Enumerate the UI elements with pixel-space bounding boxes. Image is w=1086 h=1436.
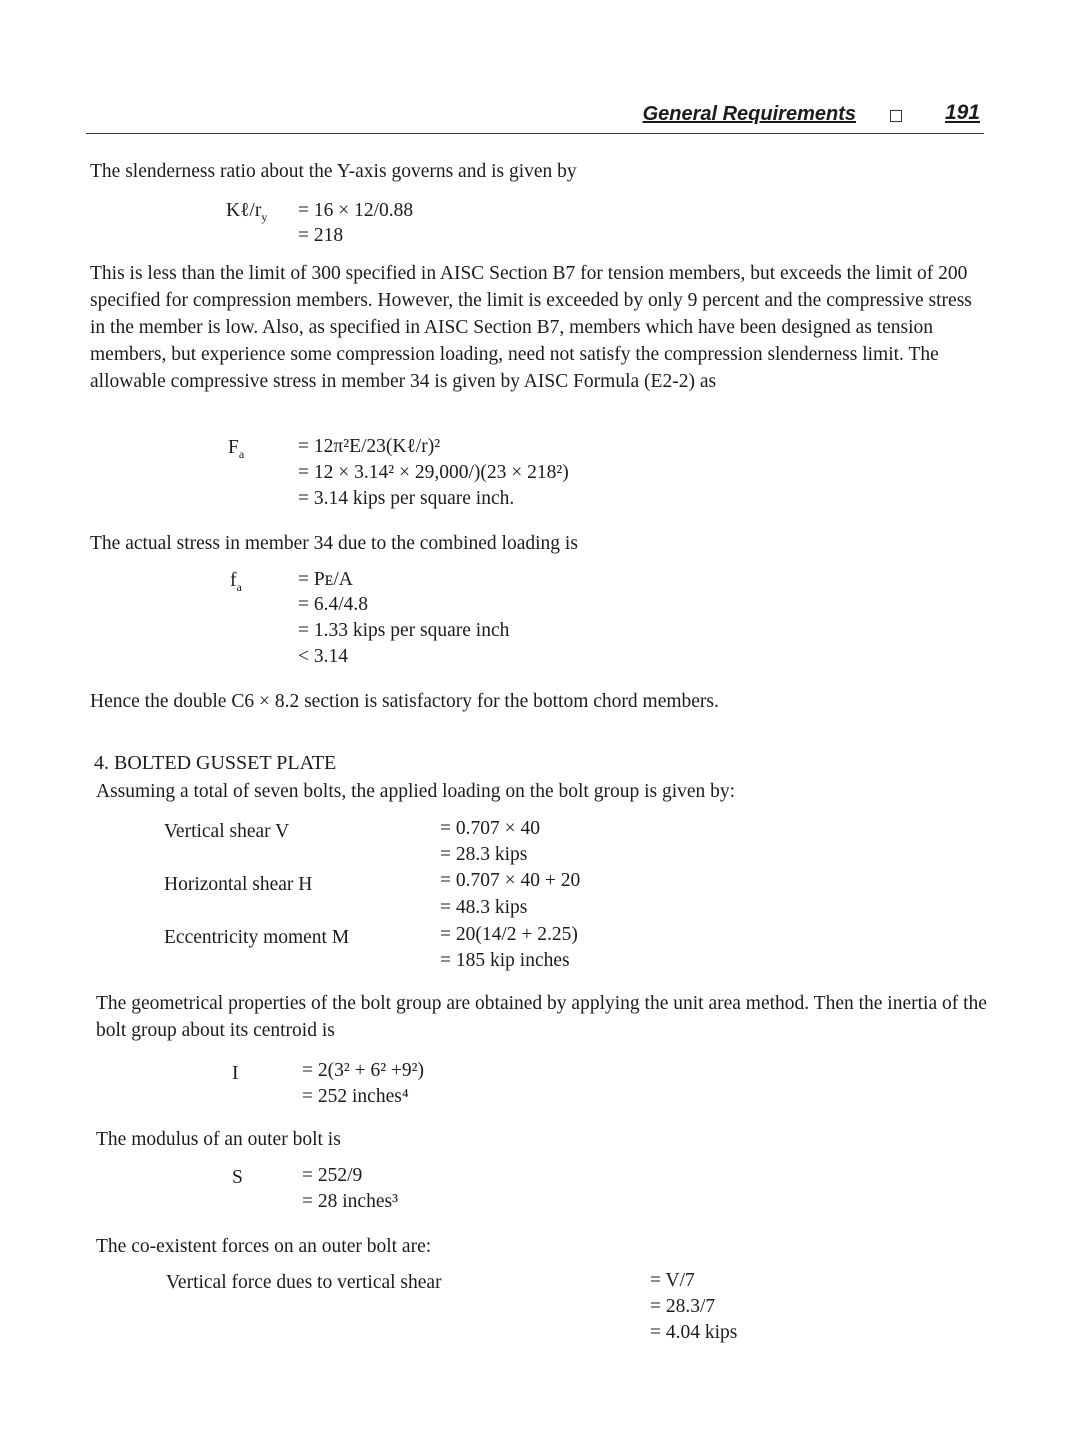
header-title: General Requirements (642, 103, 856, 125)
eq3-line2: = 6.4/4.8 (298, 594, 369, 615)
vertical-force-line1: = V/7 (650, 1270, 695, 1291)
eq3-line3: = 1.33 kips per square inch (298, 620, 510, 641)
paragraph-modulus: The modulus of an outer bolt is (96, 1129, 341, 1150)
eq2-line2: = 12 × 3.14² × 29,000/)(23 × 218²) (298, 462, 569, 483)
moment-label: Eccentricity moment M (164, 927, 350, 948)
eq3-line1: = Pᴇ/A (298, 569, 353, 590)
eq1-label: $K\ell/r_y$ (226, 200, 268, 224)
eq1-line2: = 218 (298, 225, 344, 246)
horizontal-shear-line2: = 48.3 kips (440, 897, 528, 918)
paragraph-geometry: The geometrical properties of the bolt group are obtained by applying the unit area method. Then the inertia of the bolt group about its centroid is (96, 993, 987, 1041)
paragraph-forces: The co-existent forces on an outer bolt are: (96, 1236, 432, 1257)
vertical-shear-line2: = 28.3 kips (440, 844, 528, 865)
eq4-line1: = 2(3² + 6² +9²) (302, 1060, 425, 1081)
eq5-line1: = 252/9 (302, 1165, 363, 1186)
vertical-force-line3: = 4.04 kips (650, 1322, 738, 1343)
eq1-line1: = 16 × 12/0.88 (298, 200, 414, 221)
running-header (86, 103, 984, 134)
paragraph-bolt-intro: Assuming a total of seven bolts, the applied loading on the bolt group is given by: (96, 781, 736, 802)
paragraph-slenderness: The slenderness ratio about the Y-axis governs and is given by (90, 161, 577, 182)
section-heading: 4. BOLTED GUSSET PLATE (94, 752, 337, 774)
vertical-force-label: Vertical force dues to vertical shear (166, 1272, 442, 1293)
eq2-label: $F_a$ (228, 437, 245, 461)
paragraph-limits: This is less than the limit of 300 specified in AISC Section B7 for tension members, but exceeds the limit of 200 specified for compression members. However, the limit is exceeded by only 9 percent and the compressive stress in the member is low. Also, as specified in AISC Section B7, members which have been designed as tension members, but experience some compression loading, need not satisfy the compression slenderness limit. The allowable compressive stress in member 34 is given by AISC Formula (E2-2) as (90, 263, 972, 392)
eq2-line3: = 3.14 kips per square inch. (298, 488, 515, 509)
moment-line2: = 185 kip inches (440, 950, 570, 971)
vertical-force-line2: = 28.3/7 (650, 1296, 716, 1317)
page-number: 191 (944, 101, 980, 124)
eq4-line2: = 252 inches⁴ (302, 1086, 409, 1107)
paragraph-actual-stress: The actual stress in member 34 due to the combined loading is (90, 533, 578, 554)
vertical-shear-label: Vertical shear V (164, 821, 290, 842)
eq5-label: S (232, 1167, 243, 1188)
paragraph-conclusion: Hence the double C6 × 8.2 section is satisfactory for the bottom chord members. (90, 691, 719, 712)
eq5-line2: = 28 inches³ (302, 1191, 398, 1212)
eq3-label: $f_a$ (230, 570, 242, 594)
vertical-shear-line1: = 0.707 × 40 (440, 818, 540, 839)
eq4-label: I (232, 1063, 239, 1084)
eq2-line1: = 12π²E/23(Kℓ/r)² (298, 436, 441, 457)
eq3-line4: < 3.14 (298, 646, 348, 667)
horizontal-shear-label: Horizontal shear H (164, 874, 313, 895)
square-icon (890, 110, 902, 122)
horizontal-shear-line1: = 0.707 × 40 + 20 (440, 870, 581, 891)
moment-line1: = 20(14/2 + 2.25) (440, 924, 578, 945)
